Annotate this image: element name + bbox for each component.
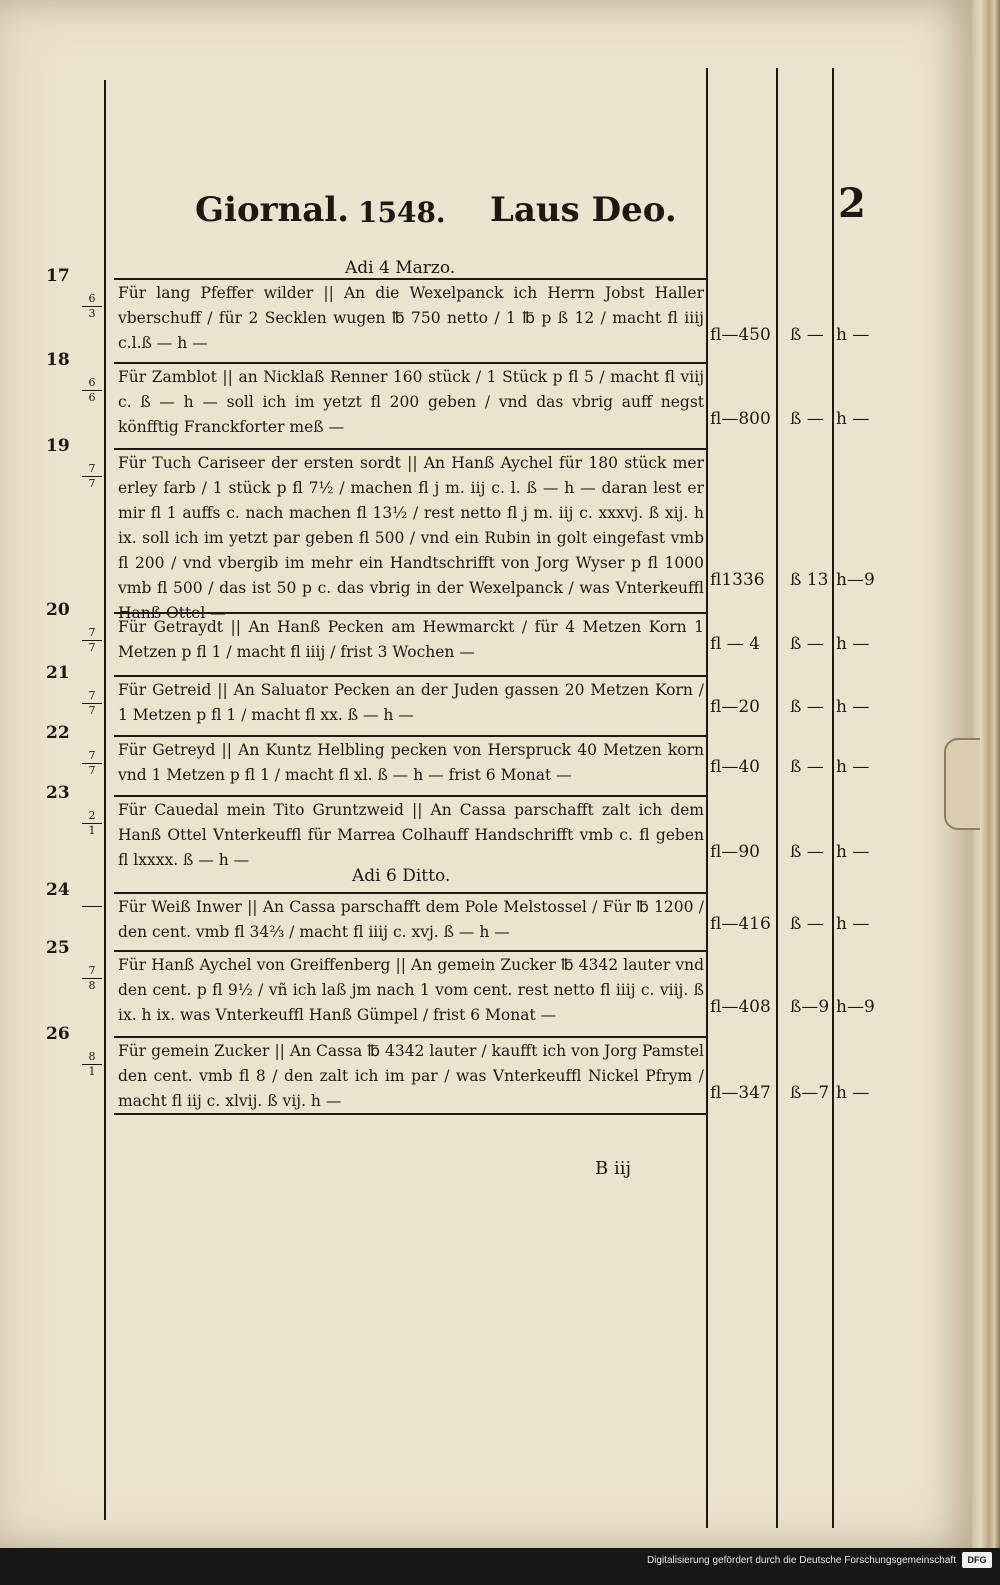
amount-heller: h — xyxy=(836,1083,870,1103)
entry-number: 17 xyxy=(46,266,70,286)
folio-reference-bottom: 7 xyxy=(88,764,96,777)
amount-schilling: ß 13 xyxy=(790,570,829,590)
folio-reference xyxy=(82,376,102,405)
amount-heller: h — xyxy=(836,325,870,345)
entry-rule xyxy=(114,735,706,737)
folio-reference-bottom: 3 xyxy=(88,307,96,320)
amount-heller: h—9 xyxy=(836,997,875,1017)
entry-rule xyxy=(114,892,706,894)
amount-florin: fl—20 xyxy=(710,697,760,717)
amount-florin: fl—347 xyxy=(710,1083,771,1103)
amount-heller: h — xyxy=(836,914,870,934)
amount-schilling: ß — xyxy=(790,842,824,862)
amount-heller: h — xyxy=(836,697,870,717)
entry-rule xyxy=(114,448,706,450)
folio-reference xyxy=(82,809,102,838)
entry-number: 25 xyxy=(46,938,70,958)
journal-year: 1548. xyxy=(358,196,446,229)
entry-text: Für Zamblot || an Nicklaß Renner 160 stück / 1 Stück p fl 5 / macht fl viij c. ß — h — soll ich im yetzt fl 200 geben / vnd das vbrig auff negst könfftig Franckforter meß — xyxy=(118,368,704,436)
folio-reference-bottom: 1 xyxy=(88,824,96,837)
folio-reference xyxy=(82,1050,102,1079)
dfg-logo: DFG xyxy=(962,1552,992,1568)
entry-number: 19 xyxy=(46,436,70,456)
entry-number: 21 xyxy=(46,663,70,683)
amount-florin: fl—90 xyxy=(710,842,760,862)
amount-schilling: ß—9 xyxy=(790,997,830,1017)
margin-rule xyxy=(104,80,106,1520)
amount-florin: fl—416 xyxy=(710,914,771,934)
entry-rule xyxy=(114,1113,706,1115)
page-number: 2 xyxy=(838,180,866,227)
entry-rule xyxy=(114,795,706,797)
schilling-column-rule xyxy=(832,68,834,1528)
folio-reference-top: 6 xyxy=(82,376,102,391)
entry-rule xyxy=(114,362,706,364)
amount-heller: h—9 xyxy=(836,570,875,590)
footer-credit: Digitalisierung gefördert durch die Deutsche Forschungsgemeinschaft xyxy=(646,1555,956,1566)
entry-text: Für lang Pfeffer wilder || An die Wexelpanck ich Herrn Jobst Haller vberschuff / für 2 Secklen wugen ℔ 750 netto / 1 ℔ p ß 12 / macht fl iiij c.l.ß — h — xyxy=(118,284,704,352)
folio-reference xyxy=(82,964,102,993)
folio-reference-top: 2 xyxy=(82,809,102,824)
entry-text: Für Getreid || An Saluator Pecken an der Juden gassen 20 Metzen Korn / 1 Metzen p fl 1 / macht fl xx. ß — h — xyxy=(118,681,704,724)
florin-column-rule xyxy=(776,68,778,1528)
entry-number: 24 xyxy=(46,880,70,900)
entry-text: Für Tuch Cariseer der ersten sordt || An Hanß Aychel für 180 stück mer erley farb / 1 stück p fl 7½ / machen fl j m. iij c. l. ß — h — daran lest er mir fl 1 auffs c. nach machen fl 13½ / rest netto fl j m. iij c. xxxvj. ß xij. h ix. soll ich im yetzt par geben fl 500 / vnd ein Rubin in golt eingefast vmb fl 200 / vnd vbergib im mehr ein Handtschrifft von Jorg Wyser p fl 1000 vmb fl 500 / das ist 50 p c. das vbrig in der Wexelpanck / was Vnterkeuffl Hanß Ottel — xyxy=(118,454,704,622)
folio-reference-bottom: 1 xyxy=(88,1065,96,1078)
folio-reference xyxy=(82,462,102,491)
folio-reference xyxy=(82,689,102,718)
folio-reference-bottom: 7 xyxy=(88,641,96,654)
folio-reference-top: 6 xyxy=(82,292,102,307)
amount-florin: fl — 4 xyxy=(710,634,760,654)
entry-text: Für Weiß Inwer || An Cassa parschafft dem Pole Melstossel / Für ℔ 1200 / den cent. vmb fl 34⅔ / macht fl iiij c. xvj. ß — h — xyxy=(118,898,704,941)
amount-schilling: ß — xyxy=(790,325,824,345)
entry-rule xyxy=(114,612,706,614)
laus-deo: Laus Deo. xyxy=(490,190,677,230)
amount-schilling: ß—7 xyxy=(790,1083,830,1103)
entry-number: 22 xyxy=(46,723,70,743)
folio-reference-top: 7 xyxy=(82,689,102,704)
folio-reference-bottom: 7 xyxy=(88,477,96,490)
entry-rule xyxy=(114,950,706,952)
amount-florin: fl—408 xyxy=(710,997,771,1017)
entry-rule xyxy=(114,278,706,280)
folio-reference xyxy=(82,626,102,655)
signature-mark: B iij xyxy=(595,1158,632,1179)
entry-text: Für Hanß Aychel von Greiffenberg || An gemein Zucker ℔ 4342 lauter vnd den cent. p fl 9½ / vñ ich laß jm nach 1 vom cent. rest netto fl iiij c. viij. ß ix. h ix. was Vnterkeuffl Hanß Gümpel / frist 6 Monat — xyxy=(118,956,704,1024)
amount-heller: h — xyxy=(836,409,870,429)
date-heading: Adi 4 Marzo. xyxy=(345,258,456,278)
folio-reference-top xyxy=(82,906,102,907)
entry-text: Für Getraydt || An Hanß Pecken am Hewmarckt / für 4 Metzen Korn 1 Metzen p fl 1 / macht fl iiij / frist 3 Wochen — xyxy=(118,618,704,661)
entry-rule xyxy=(114,1036,706,1038)
amount-florin: fl—800 xyxy=(710,409,771,429)
folio-reference xyxy=(82,749,102,778)
page-clip-tab xyxy=(944,738,980,830)
folio-reference-top: 7 xyxy=(82,749,102,764)
folio-reference-top: 7 xyxy=(82,462,102,477)
journal-title: Giornal. xyxy=(195,190,350,230)
folio-reference-bottom: 8 xyxy=(88,979,96,992)
amount-schilling: ß — xyxy=(790,914,824,934)
folio-reference xyxy=(82,906,102,907)
amount-schilling: ß — xyxy=(790,409,824,429)
entry-rule xyxy=(114,675,706,677)
amount-florin: fl1336 xyxy=(710,570,765,590)
entry-number: 26 xyxy=(46,1024,70,1044)
amount-schilling: ß — xyxy=(790,757,824,777)
entry-text: Für Cauedal mein Tito Gruntzweid || An Cassa parschafft zalt ich dem Hanß Ottel Vnterkeuffl für Marrea Colhauff Handschrifft vmb c. fl geben fl lxxxx. ß — h — xyxy=(118,801,704,869)
folio-reference-bottom: 6 xyxy=(88,391,96,404)
folio-reference-bottom: 7 xyxy=(88,704,96,717)
amount-heller: h — xyxy=(836,757,870,777)
entry-number: 23 xyxy=(46,783,70,803)
amount-schilling: ß — xyxy=(790,697,824,717)
amount-florin: fl—40 xyxy=(710,757,760,777)
entry-text: Für gemein Zucker || An Cassa ℔ 4342 lauter / kaufft ich von Jorg Pamstel den cent. vmb fl 8 / den zalt ich im par / was Vnterkeuffl Nickel Pfrym / macht fl iij c. xlvij. ß vij. h — xyxy=(118,1042,704,1110)
amount-heller: h — xyxy=(836,634,870,654)
date-heading: Adi 6 Ditto. xyxy=(352,866,451,886)
entry-number: 18 xyxy=(46,350,70,370)
folio-reference-top: 7 xyxy=(82,626,102,641)
folio-reference xyxy=(82,292,102,321)
folio-reference-top: 7 xyxy=(82,964,102,979)
entry-text: Für Getreyd || An Kuntz Helbling pecken von Herspruck 40 Metzen korn vnd 1 Metzen p fl 1 / macht fl xl. ß — h — frist 6 Monat — xyxy=(118,741,704,784)
entry-number: 20 xyxy=(46,600,70,620)
amount-heller: h — xyxy=(836,842,870,862)
folio-reference-top: 8 xyxy=(82,1050,102,1065)
text-column-rule xyxy=(706,68,708,1528)
footer-bar xyxy=(0,1548,1000,1585)
amount-florin: fl—450 xyxy=(710,325,771,345)
amount-schilling: ß — xyxy=(790,634,824,654)
